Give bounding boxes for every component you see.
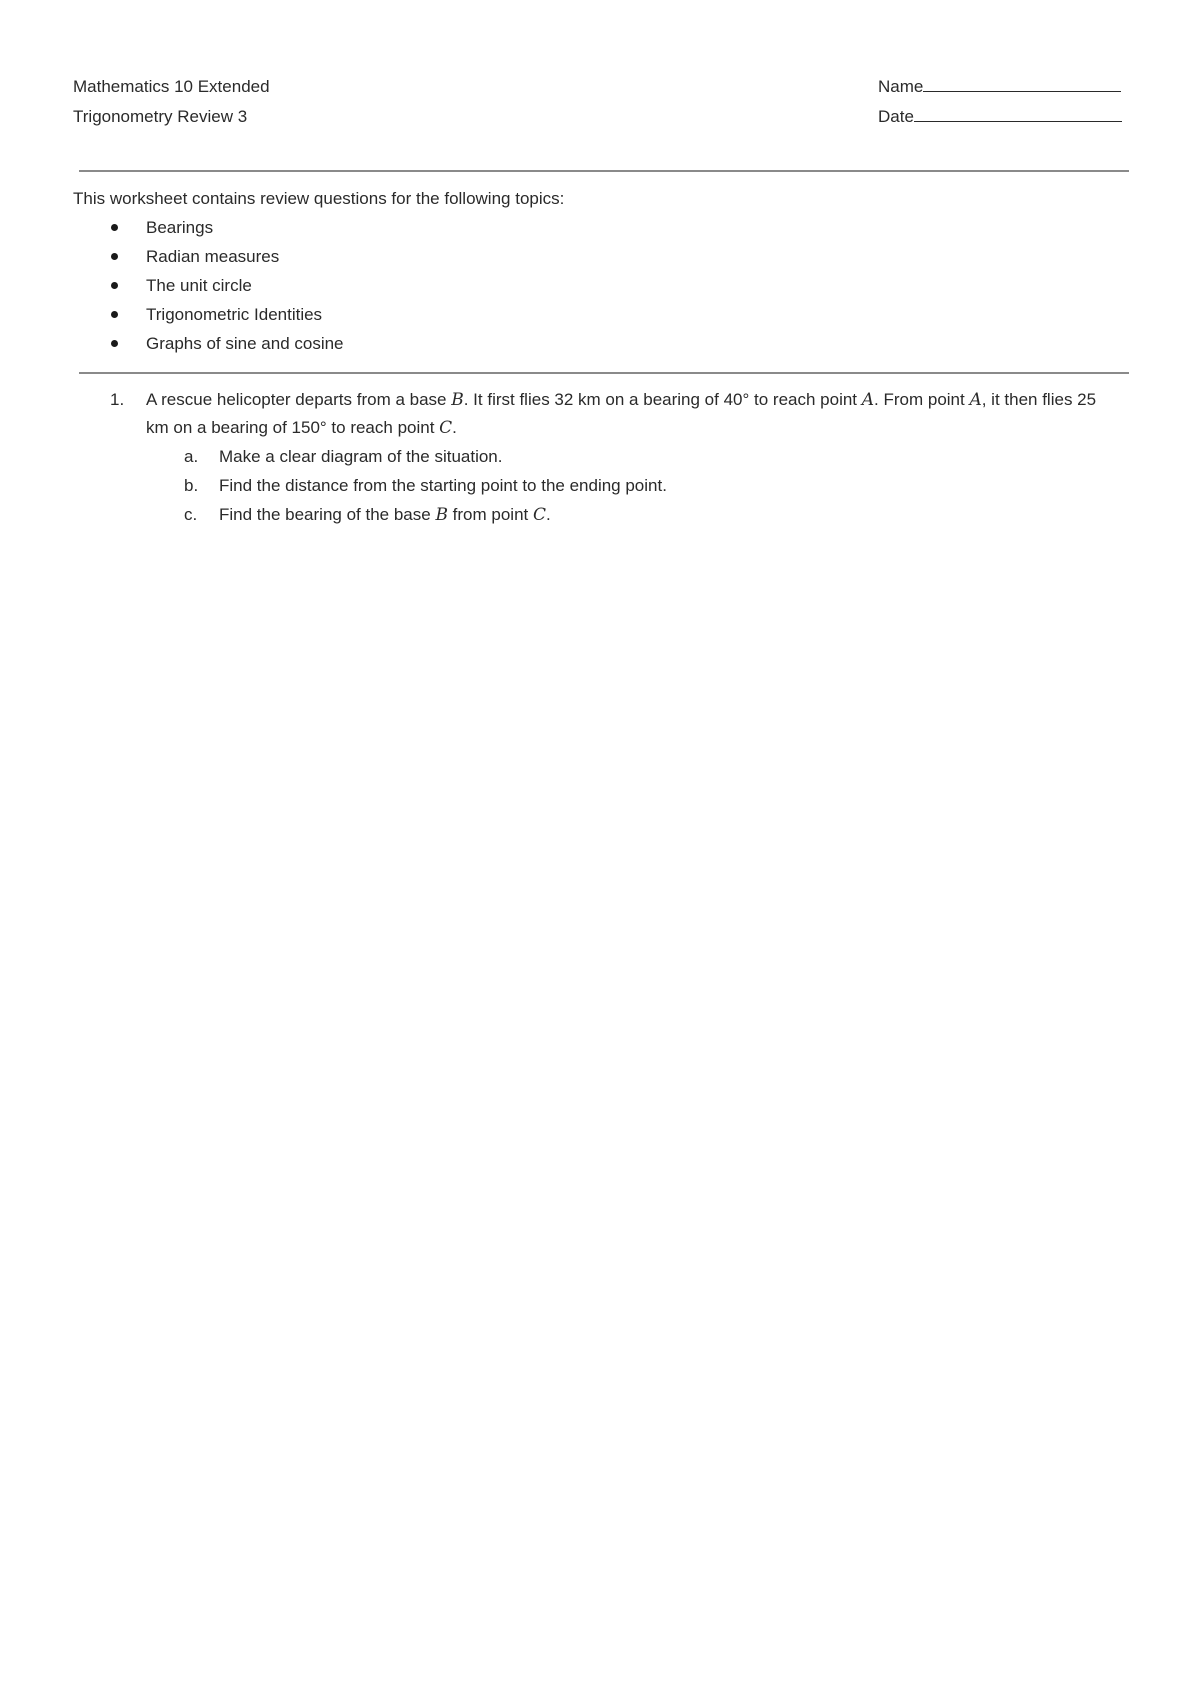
topic-label: Graphs of sine and cosine (146, 334, 344, 353)
divider-top (79, 170, 1129, 172)
topic-label: Trigonometric Identities (146, 305, 323, 324)
variable-a: A (861, 390, 875, 410)
question-text (146, 386, 1116, 442)
variable-a: A (969, 390, 982, 410)
header-left (73, 72, 270, 132)
variable-b: B (435, 505, 448, 525)
date-label: Date (878, 107, 914, 126)
bullet-icon (111, 340, 118, 347)
intro-text: This worksheet contains review questions for the following topics: (73, 189, 565, 208)
sub-question-text-segment: Find the bearing of the base (219, 505, 436, 524)
date-blank (914, 104, 1122, 122)
bullet-icon (111, 311, 118, 318)
variable-c: C (532, 505, 546, 525)
bullet-icon (111, 224, 118, 231)
course-title: Mathematics 10 Extended (73, 77, 270, 96)
sub-question-text-segment: . (546, 505, 551, 524)
question-text-segment: . (452, 418, 457, 437)
sub-question-text: Find the distance from the starting point to the ending point. (219, 476, 667, 495)
topic-label: The unit circle (146, 276, 252, 295)
sub-question-letter: b. (184, 476, 199, 495)
variable-c: C (439, 418, 453, 438)
topic-label: Radian measures (146, 247, 280, 266)
name-field (878, 72, 1122, 102)
question-text-segment: . It first flies 32 km on a bearing of 40° to reach point (463, 390, 862, 409)
sub-question-letter: c. (184, 505, 198, 524)
variable-b: B (451, 390, 464, 410)
sub-question-letter: a. (184, 447, 199, 466)
question-text-segment: A rescue helicopter departs from a base (146, 390, 452, 409)
name-label: Name (878, 77, 924, 96)
date-field (878, 102, 1122, 132)
bullet-icon (111, 282, 118, 289)
worksheet-title: Trigonometry Review 3 (73, 107, 248, 126)
divider-bottom (79, 372, 1129, 374)
sub-question-text: Make a clear diagram of the situation. (219, 447, 503, 466)
topic-label: Bearings (146, 218, 214, 237)
sub-question-text-segment: from point (447, 505, 533, 524)
header-right (878, 72, 1122, 132)
sub-question-text (219, 500, 551, 530)
bullet-icon (111, 253, 118, 260)
name-blank (923, 74, 1121, 92)
question-text-segment: . From point (874, 390, 970, 409)
question-number: 1. (110, 390, 125, 409)
question-text-segment: , it then flies 25 km on a bearing of 150° to reach point (146, 390, 1097, 437)
